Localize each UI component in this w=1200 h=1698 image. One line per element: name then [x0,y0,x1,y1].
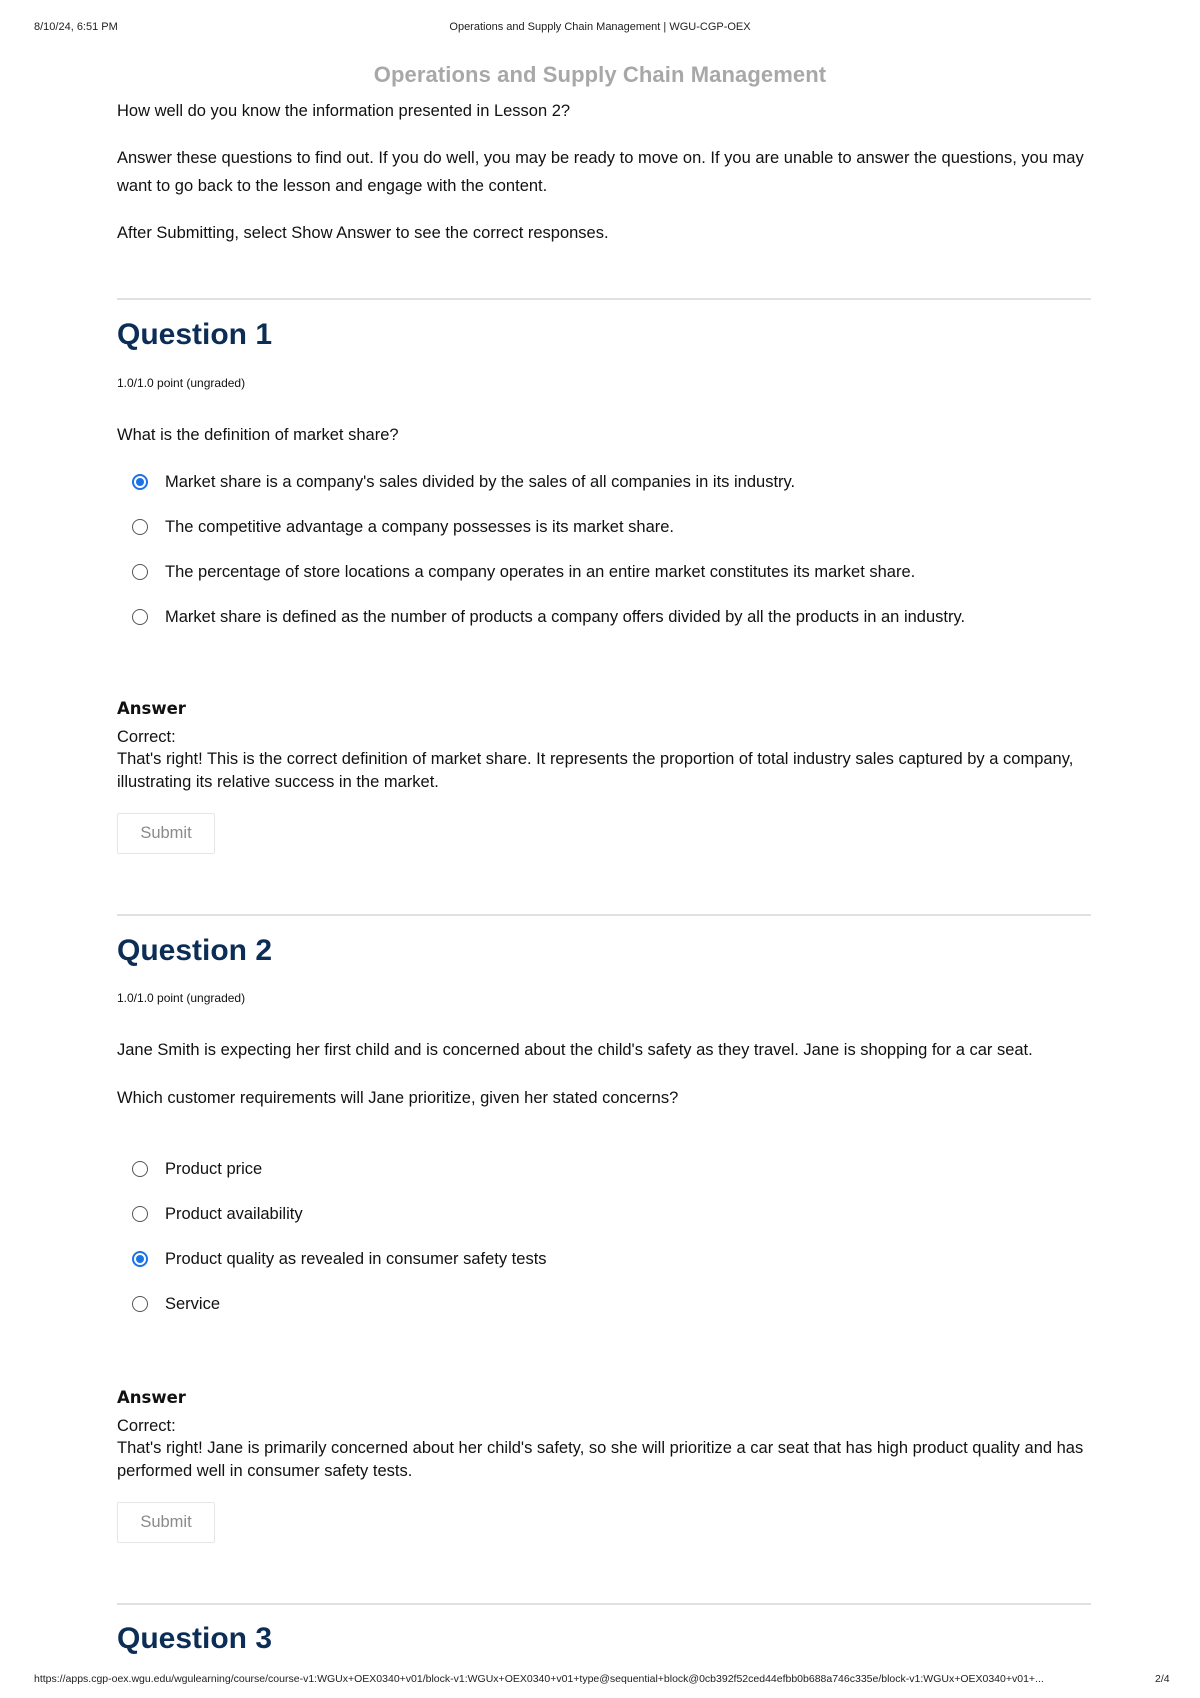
choice-label: Service [165,1294,221,1313]
question-1-prompt: What is the definition of market share? [117,426,399,444]
answer-heading: Answer [117,1388,186,1407]
print-footer [0,1673,1200,1687]
question-2-choice-2[interactable] [132,1202,303,1226]
question-1-points: 1.0/1.0 point (ungraded) [117,376,246,390]
radio-button[interactable] [132,609,148,625]
radio-button[interactable] [132,564,148,580]
question-2-submit-button[interactable]: Submit [117,1502,215,1543]
question-1-choice-4[interactable] [132,605,965,629]
intro-line-3: After Submitting, select Show Answer to see the correct responses. [117,224,609,242]
question-1-choice-1[interactable] [132,470,795,494]
radio-button-selected[interactable] [132,1251,148,1267]
section-divider [117,914,1091,916]
question-2-prompt-question: Which customer requirements will Jane prioritize, given her stated concerns? [117,1089,679,1107]
question-2-heading: Question 2 [117,934,273,967]
print-document-title: Operations and Supply Chain Management | WGU-CGP-OEX [449,21,751,33]
radio-button[interactable] [132,1296,148,1312]
section-divider [117,1603,1091,1605]
choice-label: Market share is a company's sales divided by the sales of all companies in its industry. [165,472,796,491]
question-2-prompt: Jane Smith is expecting her first child and is concerned about the child's safety as they travel. Jane is shopping for a car seat. [117,1041,1033,1059]
question-3-heading: Question 3 [117,1622,273,1655]
question-2-choice-1[interactable] [132,1157,262,1181]
question-1-choice-3[interactable] [132,560,915,584]
question-2-choice-3[interactable] [132,1247,547,1271]
print-page-number: 2/4 [1155,1673,1170,1685]
print-url: https://apps.cgp-oex.wgu.edu/wgulearning/course/course-v1:WGUx+OEX0340+v01/block-v1:WGUx+OEX0340+v01+type@sequential+block@0cb392f52ced44efbb0b688a746c335e/block-v1:WGUx+OEX0340+v01+... [34,1673,1044,1685]
answer-heading: Answer [117,699,186,718]
course-title: Operations and Supply Chain Management [373,62,827,87]
section-divider [117,298,1091,300]
choice-label: The percentage of store locations a company operates in an entire market constitutes its market share. [165,562,916,581]
radio-button[interactable] [132,519,148,535]
question-1-heading: Question 1 [117,318,273,351]
answer-status: Correct: [117,728,176,746]
choice-label: Market share is defined as the number of products a company offers divided by all the products in an industry. [165,607,966,626]
question-1-submit-button[interactable]: Submit [117,813,215,854]
answer-status: Correct: [117,1417,176,1435]
answer-explanation: That's right! This is the correct definition of market share. It represents the proportion of total industry sales captured by a company, illustrating its relative success in the market. [117,750,1074,791]
question-1-answer [117,699,1091,794]
print-date: 8/10/24, 6:51 PM [34,21,118,33]
choice-label: Product availability [165,1204,303,1223]
question-2-answer [117,1388,1091,1483]
question-1-choice-2[interactable] [132,515,674,539]
radio-button-selected[interactable] [132,474,148,490]
choice-label: Product price [165,1159,263,1178]
radio-button[interactable] [132,1161,148,1177]
answer-explanation: That's right! Jane is primarily concerned about her child's safety, so she will prioritize a car seat that has high product quality and has performed well in consumer safety tests. [117,1439,1084,1480]
choice-label: Product quality as revealed in consumer safety tests [165,1249,547,1268]
question-2-points: 1.0/1.0 point (ungraded) [117,991,246,1005]
intro-line-1: How well do you know the information presented in Lesson 2? [117,102,571,120]
intro-section [117,97,1091,247]
choice-label: The competitive advantage a company possesses is its market share. [165,517,674,536]
radio-button[interactable] [132,1206,148,1222]
intro-line-2: Answer these questions to find out. If you do well, you may be ready to move on. If you are unable to answer the questions, you may want to go back to the lesson and engage with the content. [117,149,1084,195]
print-header [0,21,1200,37]
question-2-choice-4[interactable] [132,1292,220,1316]
